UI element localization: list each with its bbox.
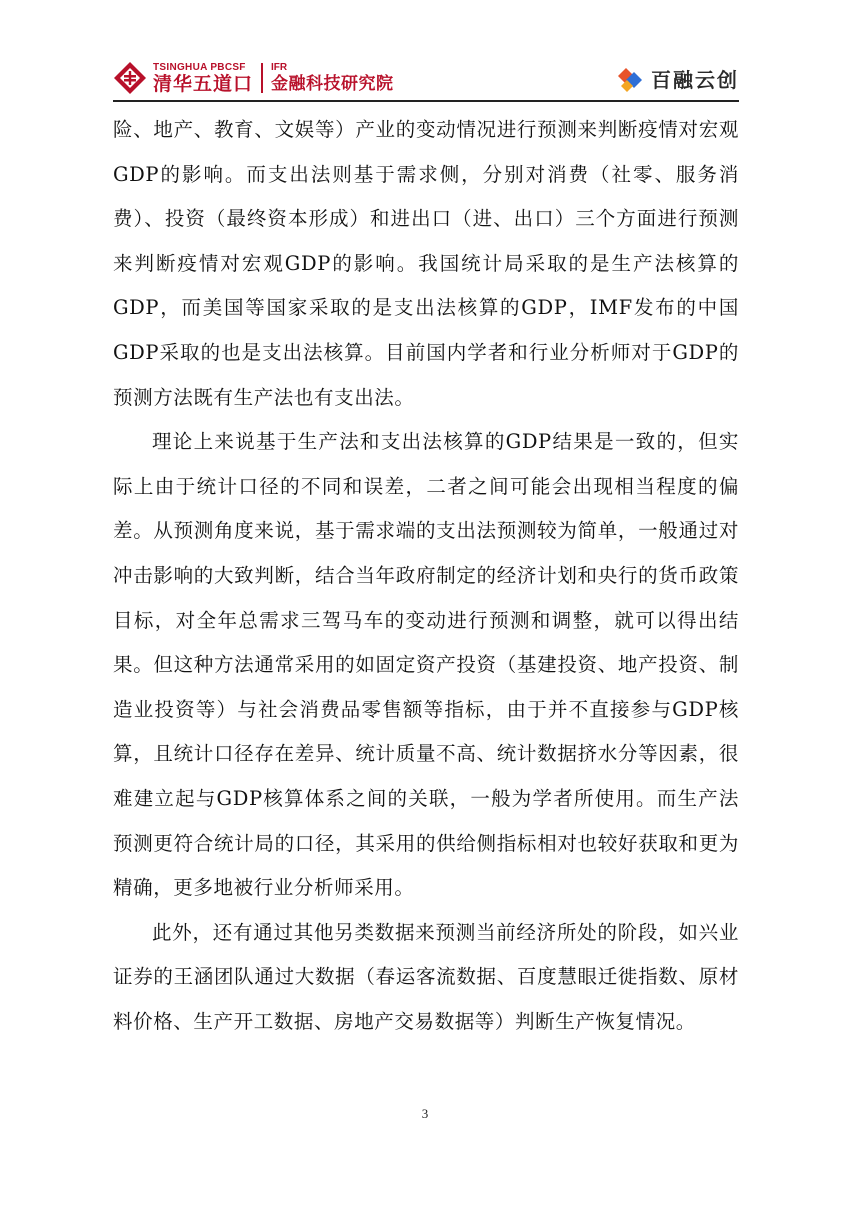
paragraph-2: 理论上来说基于生产法和支出法核算的GDP结果是一致的，但实际上由于统计口径的不同和误差，二者之间可能会出现相当程度的偏差。从预测角度来说，基于需求端的支出法预测较为简单，一般通过对冲击影响的大致判断，结合当年政府制定的经济计划和央行的货币政策目标，对全年总需求三驾马车的变动进行预测和调整，就可以得出结果。但这种方法通常采用的如固定资产投资（基建投资、地产投资、制造业投资等）与社会消费品零售额等指标，由于并不直接参与GDP核算，且统计口径存在差异、统计质量不高、统计数据挤水分等因素，很难建立起与GDP核算体系之间的关联，一般为学者所使用。而生产法预测更符合统计局的口径，其采用的供给侧指标相对也较好获取和更为精确，更多地被行业分析师采用。 <box>113 430 739 900</box>
brand-english-name: TSINGHUA PBCSF <box>153 61 246 73</box>
paragraph-1: 险、地产、教育、文娱等）产业的变动情况进行预测来判断疫情对宏观GDP的影响。而支出法则基于需求侧，分别对消费（社零、服务消费）、投资（最终资本形成）和进出口（进、出口）三个方面进行预测来判断疫情对宏观GDP的影响。我国统计局采取的是生产法核算的GDP，而美国等国家采取的是支出法核算的GDP，IMF发布的中国GDP采取的也是支出法核算。目前国内学者和行业分析师对于GDP的预测方法既有生产法也有支出法。 <box>113 118 739 409</box>
tsinghua-pbcsf-logo-icon <box>113 61 147 95</box>
bairong-brand-name: 百融云创 <box>651 68 739 92</box>
document-body <box>113 108 739 1044</box>
header-divider <box>113 100 739 102</box>
institute-english-name: IFR <box>271 61 288 73</box>
page-number: 3 <box>421 1106 429 1121</box>
ifr-brand <box>271 62 394 95</box>
brand-chinese-name: 清华五道口 <box>153 72 254 95</box>
bairong-logo-icon <box>617 66 647 92</box>
institute-chinese-name: 金融科技研究院 <box>271 73 394 94</box>
logo-divider <box>261 63 263 93</box>
page-header <box>113 52 739 100</box>
pbcsf-brand <box>153 62 253 95</box>
tsinghua-pbcsf-ifr-logo <box>113 58 394 98</box>
bairong-logo <box>617 64 739 93</box>
paragraph-3: 此外，还有通过其他另类数据来预测当前经济所处的阶段，如兴业证券的王涵团队通过大数据（春运客流数据、百度慧眼迁徙指数、原材料价格、生产开工数据、房地产交易数据等）判断生产恢复情况。 <box>113 920 739 1033</box>
